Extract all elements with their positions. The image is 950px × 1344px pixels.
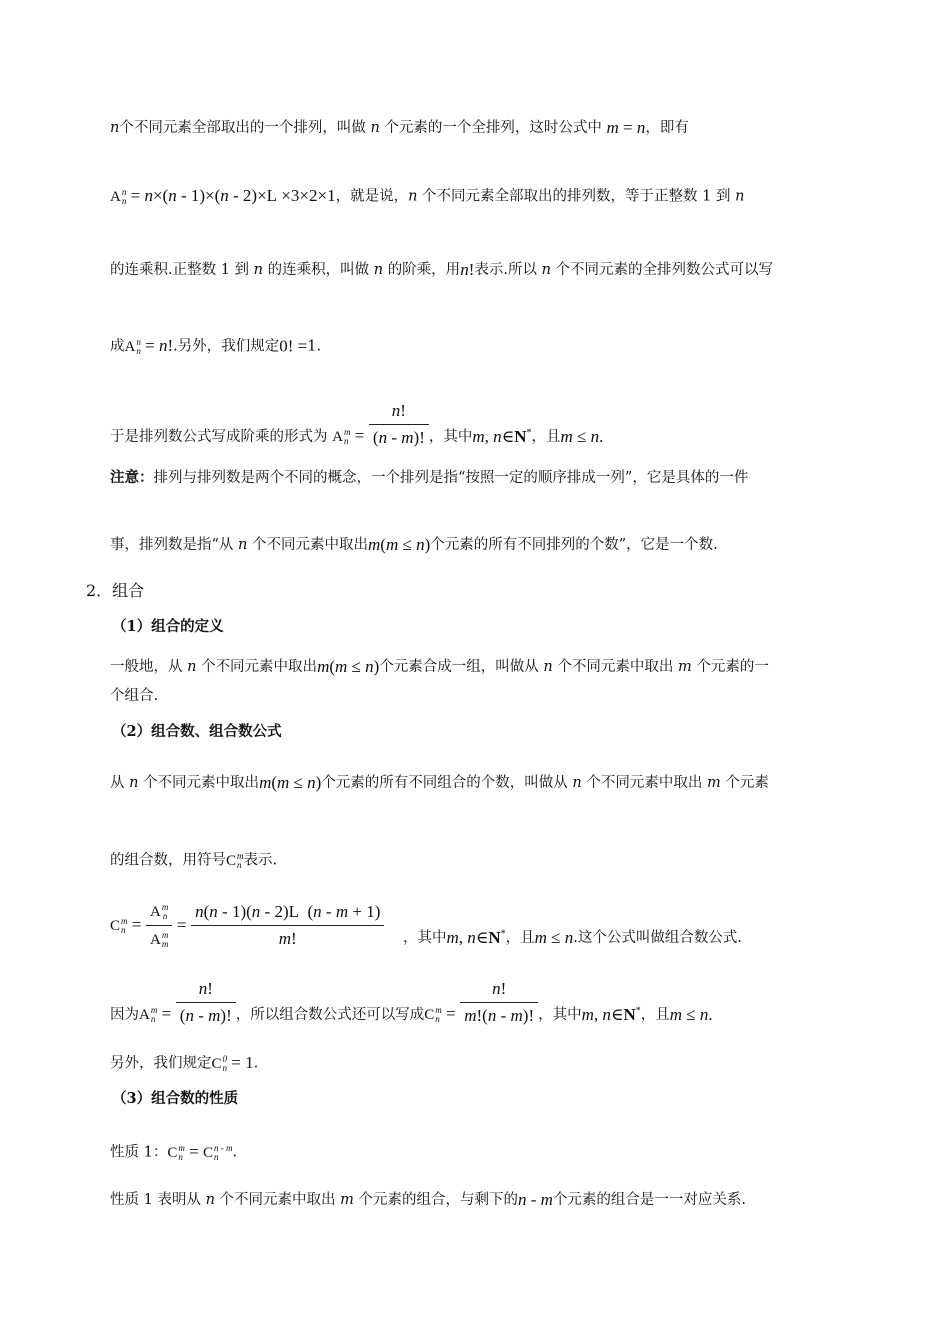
text: ，且 — [505, 929, 535, 946]
formula-mn-in-N: m, n∈N* — [472, 426, 532, 446]
text: 个不同元素中取出 — [219, 1192, 336, 1208]
var-n: n — [541, 262, 551, 278]
formula-permutation-factorial: A m n = — [332, 426, 365, 447]
fraction-permutation: $\frac{n!}{(n - m)!}$ — [369, 400, 429, 449]
text: 个不同元素中取出 — [586, 775, 703, 791]
note-label: 注意： — [110, 469, 154, 486]
text: 的组合数，用符号 — [110, 852, 226, 869]
text: 性质 1： — [110, 1144, 168, 1161]
formula-m-le-n: m(m ≤ n) — [367, 535, 431, 554]
definition-line-2: 个组合. — [110, 688, 159, 704]
text: 事，排列数是指“从 — [110, 537, 234, 553]
text: ，即有 — [645, 120, 689, 136]
formula-mn-in-N: m, n∈N* — [446, 927, 506, 947]
fraction-permutation: $\frac{n!}{(n - m)!}$ — [176, 978, 236, 1027]
text: 个元素的所有不同组合的个数，叫做从 — [321, 775, 568, 791]
text: 从 — [110, 775, 125, 791]
formula-C-eq: C m n = — [424, 1004, 456, 1025]
text: 个元素合成一组，叫做从 — [379, 659, 539, 675]
definition-line-1 — [110, 657, 769, 677]
formula-m-eq-n: m = n — [606, 118, 646, 137]
var-n: n — [543, 659, 553, 675]
property-line-2 — [110, 1190, 746, 1210]
paragraph-line-1 — [110, 118, 689, 138]
text: 个元素的组合，与剩下的 — [358, 1192, 518, 1208]
text: 因为 — [110, 1006, 139, 1023]
formula-n-factorial: n! — [460, 260, 475, 279]
combination-line-2 — [110, 850, 277, 871]
text: ，且 — [640, 1006, 670, 1023]
var-m: m — [340, 1192, 354, 1208]
sub-heading-1: （1）组合的定义 — [112, 618, 224, 635]
var-n: n — [373, 262, 384, 278]
formula-C-m-n: C m n — [226, 851, 244, 871]
var-n: n — [187, 659, 197, 675]
var-m: m — [706, 775, 721, 791]
text: ，且 — [531, 428, 561, 445]
formula-m-le-n: m(m ≤ n) — [259, 773, 322, 792]
var-n: n — [238, 537, 248, 553]
var-n: n — [253, 262, 264, 278]
sub-heading-2: （2）组合数、组合数公式 — [112, 723, 282, 740]
text: ，所以组合数公式还可以写成 — [235, 1006, 425, 1023]
formula-C0-eq-1: C 0 n = 1 — [211, 1053, 254, 1074]
combination-formula-line — [110, 900, 742, 951]
formula-n-minus-m: n - m — [517, 1190, 553, 1209]
text: 表示. — [243, 852, 278, 869]
text: 个不同元素全部取出的一个排列，叫做 — [119, 120, 366, 136]
combination-line-1 — [110, 773, 769, 793]
text: 表示.所以 — [474, 262, 537, 278]
text: 成 — [110, 338, 125, 355]
formula-C-eq: C m n = — [110, 915, 142, 936]
text: 排列与排列数是两个不同的概念，一个排列是指“按照一定的顺序排成一列”，它是具体的一件 — [153, 470, 749, 486]
text: .这个公式叫做组合数公式. — [573, 929, 742, 946]
var-n: n — [370, 120, 380, 136]
text: ，就是说， — [335, 188, 409, 205]
text: 的连乘积.正整数 1 到 — [110, 262, 250, 278]
formula-A-eq: A m n = — [139, 1004, 172, 1025]
sub-heading-3: （3）组合数的性质 — [112, 1090, 239, 1107]
convention-line: 另外，我们规定C 0 n = 1. — [110, 1053, 259, 1074]
text: 个不同元素中取出 — [251, 537, 368, 553]
text: 一般地，从 — [110, 659, 183, 675]
formula-zero-factorial: 0! = — [279, 336, 308, 356]
text: 个不同元素中取出 — [201, 659, 318, 675]
text: 个元素的一个全排列，这时公式中 — [384, 120, 602, 136]
text: 的连乘积，叫做 — [267, 262, 370, 278]
formula-A-n-n: A n n = n! — [124, 336, 174, 357]
text: 个不同元素中取出 — [557, 659, 674, 675]
formula-m-le-n: m ≤ n. — [560, 426, 604, 446]
paragraph-line-2 — [110, 186, 744, 207]
text: 个不同元素的全排列数公式可以写 — [555, 262, 774, 278]
var-m: m — [677, 659, 692, 675]
equals-sign: = — [176, 915, 187, 935]
text: 个元素 — [725, 775, 769, 791]
fraction-combination: $\frac{n!}{m!(n - m)!}$ — [460, 978, 538, 1027]
formula-mn-in-N: m, n∈N* — [581, 1004, 641, 1024]
formula-m-le-n: m ≤ n. — [669, 1004, 713, 1024]
note-line-2 — [110, 535, 718, 555]
text: 1. — [307, 338, 322, 355]
text: 个不同元素全部取出的排列数，等于正整数 1 到 — [422, 188, 731, 205]
fraction-A-over-A: A m n A m m — [146, 900, 172, 951]
var-n: n — [205, 1192, 215, 1208]
var-n: n — [735, 188, 745, 205]
text: ，其中 — [428, 428, 473, 445]
section-heading: 2．组合 — [86, 581, 145, 600]
text: 个元素的组合是一一对应关系. — [552, 1192, 747, 1208]
formula-m-le-n: m(m ≤ n) — [317, 657, 380, 676]
property-line-1: 性质 1：C m n = C n - m n . — [110, 1142, 238, 1163]
formula-symmetry: C m n = C n - m n — [167, 1142, 233, 1163]
text: ，其中 — [402, 929, 447, 946]
fraction-product: $\frac{n(n - 1)(n - 2)L (n - m + 1)}{m!}$ — [191, 901, 384, 950]
text: 另外，我们规定 — [110, 1055, 212, 1072]
text: 个元素的所有不同排列的个数”，它是一个数. — [430, 537, 718, 553]
text: 个不同元素中取出 — [143, 775, 260, 791]
paragraph-line-4 — [110, 336, 321, 357]
text: ，其中 — [538, 1006, 582, 1023]
text: 于是排列数公式写成阶乘的形式为 — [110, 428, 328, 445]
text: 个元素的一 — [696, 659, 769, 675]
paragraph-line-5 — [110, 400, 603, 449]
paragraph-line-3 — [110, 260, 773, 280]
var-n: n — [572, 775, 582, 791]
var-n: n — [129, 775, 139, 791]
combination-factorial-line — [110, 978, 713, 1027]
var-n: n — [408, 188, 418, 205]
formula-full-permutation: A n n = n×(n - 1)×(n - 2)×L ×3×2×1 — [110, 186, 336, 207]
formula-m-le-n: m ≤ n — [534, 927, 574, 947]
note-line-1 — [110, 468, 748, 488]
var-n: n — [110, 120, 120, 136]
text: 性质 1 表明从 — [110, 1192, 201, 1208]
text: .另外，我们规定 — [173, 338, 280, 355]
text: 的阶乘，用 — [387, 262, 461, 278]
